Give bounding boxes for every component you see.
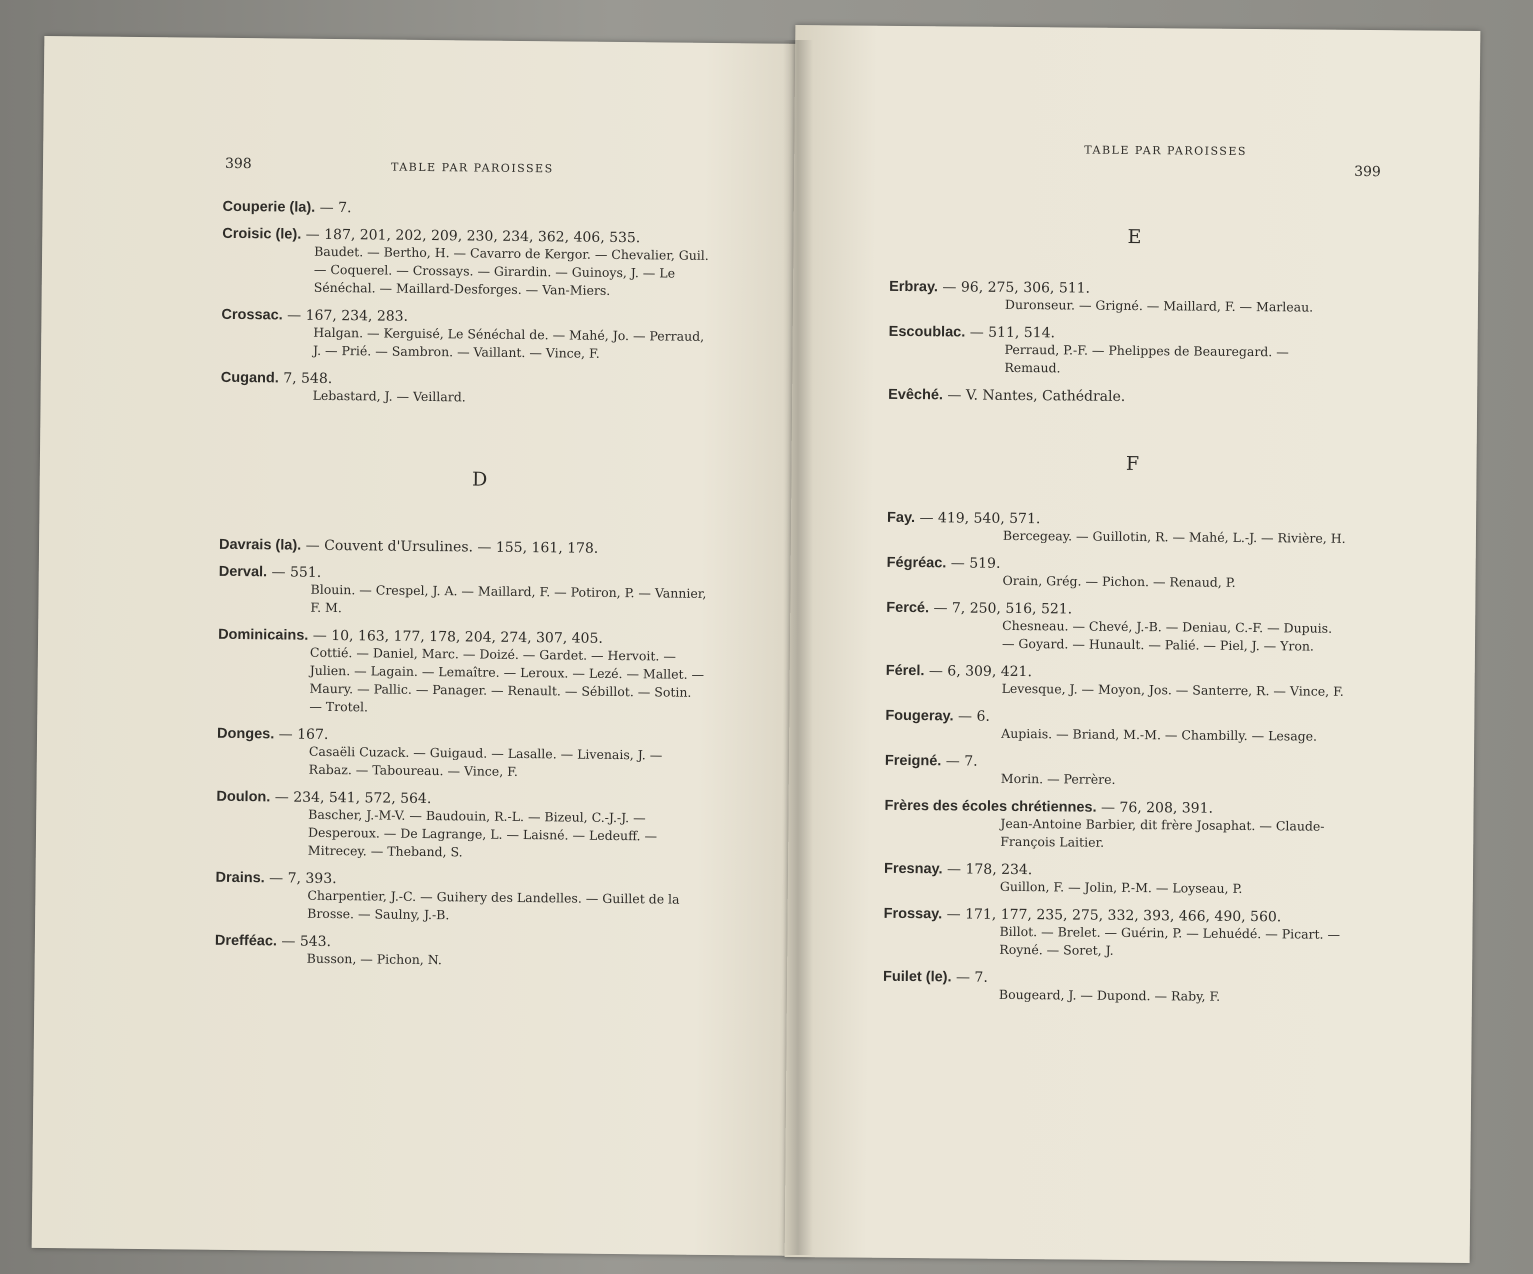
section-letter-d: D bbox=[472, 468, 488, 491]
index-entry bbox=[884, 795, 1374, 854]
index-entry bbox=[221, 367, 741, 409]
parish-name: Fay. bbox=[887, 509, 916, 527]
person-list: Bercegeay. — Guillotin, R. — Mahé, L.-J. — Rivière, H. bbox=[1002, 527, 1346, 546]
page-refs: — 171, 177, 235, 275, 332, 393, 466, 490, 560. bbox=[942, 906, 1282, 926]
page-refs: — 10, 163, 177, 178, 204, 274, 307, 405. bbox=[308, 627, 603, 647]
running-header-left: TABLE PAR PAROISSES bbox=[390, 160, 554, 176]
parish-name: Dominicains. bbox=[218, 626, 309, 644]
index-entry bbox=[217, 723, 738, 783]
index-entry bbox=[887, 507, 1377, 548]
index-entry bbox=[886, 552, 1376, 593]
parish-name: Cugand. bbox=[220, 369, 279, 387]
page-refs: — 7, 393. bbox=[264, 870, 337, 888]
person-list: Jean-Antoine Barbier, dit frère Josaphat. — Claude-François Laitier. bbox=[1000, 815, 1325, 850]
left-page bbox=[32, 36, 823, 1256]
parish-name: Doulon. bbox=[216, 788, 271, 806]
parish-name: Frères des écoles chrétiennes. bbox=[884, 797, 1097, 816]
index-entry bbox=[223, 196, 743, 220]
person-list: Baudet. — Bertho, H. — Cavarro de Kergor. — Chevalier, Guil. — Coquerel. — Crossays. — Girardin. — Guinoys, J. — Le Sénéchal. — Maillard-Desforges. — Van-Miers. bbox=[313, 243, 709, 298]
parish-name: Fercé. bbox=[886, 599, 930, 617]
person-list: Blouin. — Crespel, J. A. — Maillard, F. — Potiron, P. — Vannier, F. M. bbox=[310, 581, 707, 616]
page-refs: — 7. bbox=[941, 753, 978, 770]
page-refs: — 76, 208, 391. bbox=[1096, 799, 1214, 817]
page-refs: — 7. bbox=[951, 969, 988, 986]
page-refs: — 178, 234. bbox=[942, 861, 1033, 879]
parish-name: Evêché. bbox=[888, 386, 944, 404]
person-list: Orain, Grég. — Pichon. — Renaud, P. bbox=[1002, 572, 1236, 590]
parish-name: Férel. bbox=[885, 662, 925, 680]
parish-name: Davrais (la). bbox=[218, 536, 302, 554]
parish-name: Erbray. bbox=[889, 278, 939, 296]
parish-name: Fuilet (le). bbox=[883, 968, 952, 986]
person-list: Bougeard, J. — Dupond. — Raby, F. bbox=[998, 986, 1221, 1004]
page-refs: — V. Nantes, Cathédrale. bbox=[942, 387, 1126, 405]
person-list: Duronseur. — Grigné. — Maillard, F. — Marleau. bbox=[1004, 296, 1314, 315]
index-entry bbox=[217, 624, 738, 720]
parish-name: Drains. bbox=[215, 869, 265, 887]
person-list: Billot. — Brelet. — Guérin, P. — Lehuédé. — Picart. — Royné. — Soret, J. bbox=[999, 923, 1341, 958]
parish-name: Fégréac. bbox=[886, 554, 947, 572]
page-refs: — 167. bbox=[274, 726, 329, 743]
index-entry bbox=[215, 867, 736, 927]
person-list: Morin. — Perrère. bbox=[1000, 770, 1116, 787]
person-list: Perraud, P.-F. — Phelippes de Beauregard. — Remaud. bbox=[1004, 341, 1289, 376]
right-page bbox=[785, 25, 1481, 1263]
index-entry bbox=[888, 321, 1378, 380]
parish-name: Donges. bbox=[216, 725, 275, 743]
page-refs: 7, 548. bbox=[278, 370, 333, 387]
person-list: Casaëli Cuzack. — Guigaud. — Lasalle. — Livenais, J. — Rabaz. — Taboureau. — Vince, F. bbox=[308, 743, 663, 779]
page-refs: — 167, 234, 283. bbox=[282, 307, 409, 325]
parish-name: Crossac. bbox=[221, 306, 283, 324]
index-entry bbox=[883, 966, 1373, 1007]
page-number-right: 399 bbox=[1354, 163, 1381, 181]
index-entry bbox=[885, 750, 1375, 791]
person-list: Aupiais. — Briand, M.-M. — Chambilly. — Lesage. bbox=[1001, 725, 1318, 744]
page-refs: — Couvent d'Ursulines. — 155, 161, 178. bbox=[301, 537, 599, 557]
person-list: Lebastard, J. — Veillard. bbox=[312, 387, 466, 405]
index-entry bbox=[219, 534, 739, 558]
page-refs: — 96, 275, 306, 511. bbox=[937, 279, 1091, 297]
page-refs: — 511, 514. bbox=[965, 324, 1056, 342]
index-entry bbox=[883, 903, 1373, 962]
parish-name: Derval. bbox=[218, 563, 268, 581]
page-refs: — 543. bbox=[276, 933, 332, 951]
index-entry bbox=[886, 660, 1376, 701]
index-entry bbox=[218, 561, 739, 621]
person-list: Guillon, F. — Jolin, P.-M. — Loyseau, P. bbox=[999, 878, 1243, 896]
book-gutter bbox=[783, 40, 813, 1255]
parish-name: Drefféac. bbox=[214, 932, 278, 950]
parish-name: Couperie (la). bbox=[222, 198, 316, 216]
section-letter-e: E bbox=[1127, 225, 1142, 249]
page-refs: — 7. bbox=[315, 199, 352, 217]
parish-name: Croisic (le). bbox=[222, 225, 302, 243]
index-entry bbox=[215, 930, 735, 972]
parish-name: Freigné. bbox=[884, 752, 942, 770]
person-list: Halgan. — Kerguisé, Le Sénéchal de. — Mahé, Jo. — Perraud, J. — Prié. — Sambron. — Vaillant. — Vince, F. bbox=[313, 324, 705, 361]
person-list: Bascher, J.-M-V. — Baudouin, R.-L. — Bizeul, C.-J.-J. — Desperoux. — De Lagrange, L. — Laisné. — Ledeuff. — Mitrecey. — Theband, S. bbox=[307, 806, 658, 860]
person-list: Cottié. — Daniel, Marc. — Doizé. — Gardet. — Hervoit. — Julien. — Lagain. — Lemaître. — Leroux. — Lezé. — Mallet. — Maury. — Pallic. — Panager. — Renault. — Sébillot. — Sotin. — Trotel. bbox=[309, 644, 705, 715]
page-refs: — 519. bbox=[946, 555, 1001, 572]
person-list: Chesneau. — Chevé, J.-B. — Deniau, C.-F. — Dupuis. — Goyard. — Hunault. — Palié. — Piel, J. — Yron. bbox=[1001, 617, 1333, 654]
page-refs: — 551. bbox=[267, 564, 322, 581]
index-entries-left bbox=[215, 196, 743, 980]
index-entry bbox=[888, 384, 1378, 407]
index-entries-right bbox=[883, 224, 1380, 1015]
parish-name: Fougeray. bbox=[885, 707, 954, 725]
page-number-left: 398 bbox=[224, 155, 252, 173]
index-entry bbox=[884, 858, 1374, 899]
parish-name: Fresnay. bbox=[883, 860, 943, 878]
page-refs: — 7, 250, 516, 521. bbox=[928, 600, 1073, 618]
person-list: Charpentier, J.-C. — Guihery des Landelles. — Guillet de la Brosse. — Saulny, J.-B. bbox=[307, 887, 680, 923]
person-list: Busson, — Pichon, N. bbox=[306, 950, 442, 968]
page-refs: — 419, 540, 571. bbox=[914, 510, 1041, 528]
index-entry bbox=[889, 276, 1379, 317]
section-letter-f: F bbox=[1125, 452, 1140, 476]
index-entry bbox=[221, 304, 742, 364]
page-refs: — 234, 541, 572, 564. bbox=[270, 789, 432, 808]
parish-name: Frossay. bbox=[883, 905, 943, 923]
index-entry bbox=[222, 223, 743, 301]
parish-name: Escoublac. bbox=[888, 323, 966, 341]
page-refs: — 6. bbox=[953, 708, 990, 725]
page-refs: — 187, 201, 202, 209, 230, 234, 362, 406, 535. bbox=[301, 226, 641, 247]
person-list: Levesque, J. — Moyon, Jos. — Santerre, R. — Vince, F. bbox=[1001, 680, 1344, 699]
index-entry bbox=[886, 597, 1376, 656]
running-header-right: TABLE PAR PAROISSES bbox=[1084, 143, 1247, 158]
page-refs: — 6, 309, 421. bbox=[924, 663, 1033, 681]
index-entry bbox=[216, 786, 737, 864]
index-entry bbox=[885, 705, 1375, 746]
